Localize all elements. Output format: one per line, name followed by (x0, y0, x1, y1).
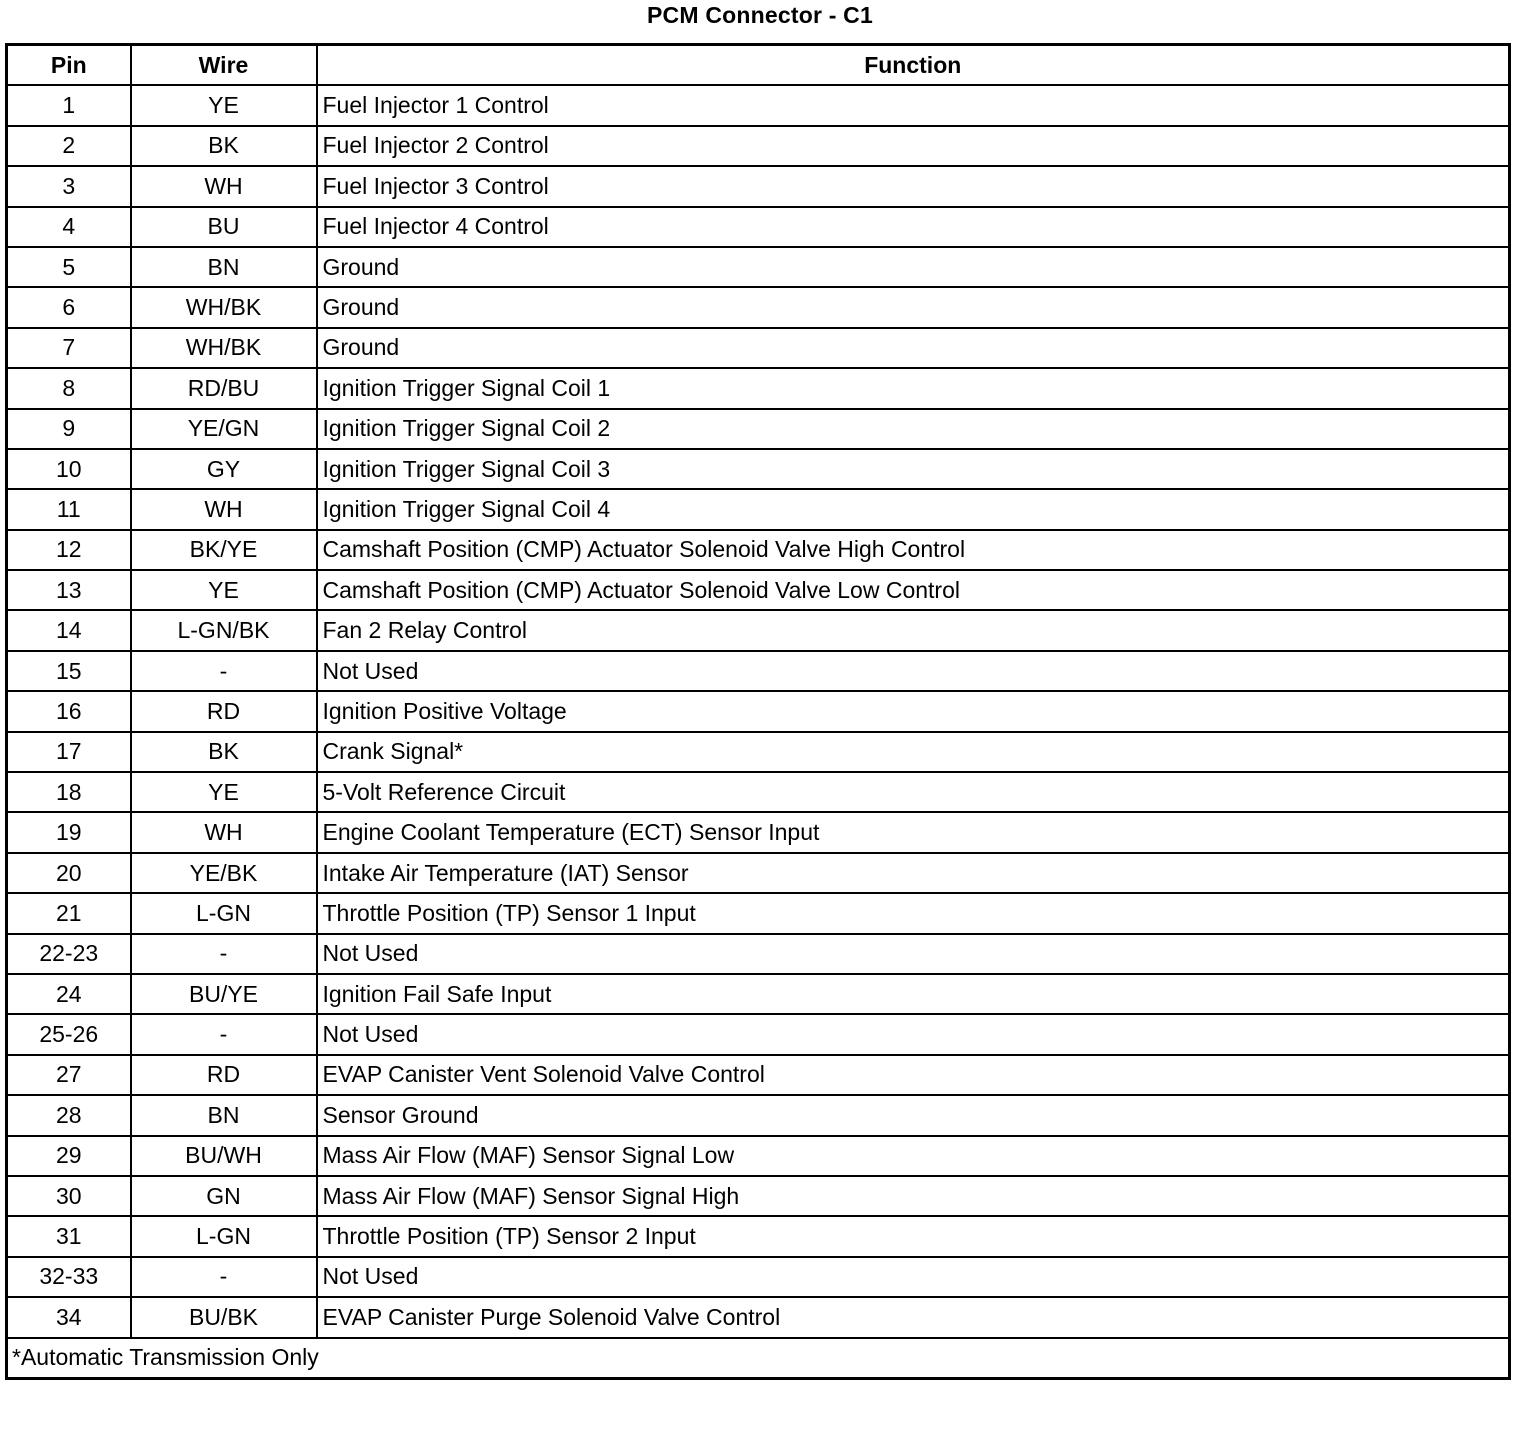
table-row (7, 328, 1510, 368)
function-cell: Ignition Trigger Signal Coil 1 (317, 368, 1510, 408)
function-cell: 5-Volt Reference Circuit (317, 772, 1510, 812)
function-cell: EVAP Canister Purge Solenoid Valve Control (317, 1297, 1510, 1337)
header-function: Function (317, 45, 1510, 86)
function-cell: Sensor Ground (317, 1095, 1510, 1135)
table-row (7, 207, 1510, 247)
table-row (7, 1055, 1510, 1095)
table-row (7, 449, 1510, 489)
table-row (7, 368, 1510, 408)
function-cell: Not Used (317, 651, 1510, 691)
wire-cell: BK (131, 732, 317, 772)
function-cell: Ignition Positive Voltage (317, 691, 1510, 731)
pin-cell: 6 (7, 287, 131, 327)
wire-cell: L-GN/BK (131, 610, 317, 650)
pin-cell: 31 (7, 1216, 131, 1256)
pin-cell: 4 (7, 207, 131, 247)
pin-cell: 34 (7, 1297, 131, 1337)
table-row (7, 651, 1510, 691)
pin-cell: 18 (7, 772, 131, 812)
function-cell: Ground (317, 247, 1510, 287)
wire-cell: BU (131, 207, 317, 247)
pin-cell: 29 (7, 1136, 131, 1176)
table-row (7, 530, 1510, 570)
pin-cell: 25-26 (7, 1014, 131, 1054)
pin-cell: 19 (7, 812, 131, 852)
wire-cell: RD (131, 1055, 317, 1095)
wire-cell: BK (131, 126, 317, 166)
table-row (7, 772, 1510, 812)
table-row (7, 853, 1510, 893)
function-cell: Crank Signal* (317, 732, 1510, 772)
wire-cell: BU/BK (131, 1297, 317, 1337)
table-row (7, 1095, 1510, 1135)
pin-cell: 27 (7, 1055, 131, 1095)
pin-cell: 22-23 (7, 934, 131, 974)
function-cell: Mass Air Flow (MAF) Sensor Signal Low (317, 1136, 1510, 1176)
table-row (7, 166, 1510, 206)
wire-cell: - (131, 651, 317, 691)
pin-cell: 9 (7, 409, 131, 449)
wire-cell: - (131, 934, 317, 974)
table-row (7, 974, 1510, 1014)
wire-cell: YE/GN (131, 409, 317, 449)
function-cell: Ignition Trigger Signal Coil 3 (317, 449, 1510, 489)
wire-cell: BU/WH (131, 1136, 317, 1176)
pin-cell: 10 (7, 449, 131, 489)
table-row (7, 1297, 1510, 1337)
function-cell: Ignition Trigger Signal Coil 2 (317, 409, 1510, 449)
wire-cell: GY (131, 449, 317, 489)
function-cell: EVAP Canister Vent Solenoid Valve Control (317, 1055, 1510, 1095)
table-row (7, 732, 1510, 772)
function-cell: Not Used (317, 1257, 1510, 1297)
header-pin: Pin (7, 45, 131, 86)
function-cell: Not Used (317, 934, 1510, 974)
pin-cell: 13 (7, 570, 131, 610)
wire-cell: YE/BK (131, 853, 317, 893)
wire-cell: L-GN (131, 893, 317, 933)
function-cell: Camshaft Position (CMP) Actuator Solenoid Valve High Control (317, 530, 1510, 570)
function-cell: Ignition Fail Safe Input (317, 974, 1510, 1014)
wire-cell: - (131, 1257, 317, 1297)
pin-cell: 5 (7, 247, 131, 287)
function-cell: Engine Coolant Temperature (ECT) Sensor Input (317, 812, 1510, 852)
pin-cell: 28 (7, 1095, 131, 1135)
wire-cell: L-GN (131, 1216, 317, 1256)
pin-cell: 12 (7, 530, 131, 570)
table-body (7, 85, 1510, 1337)
wire-cell: WH (131, 166, 317, 206)
pin-cell: 21 (7, 893, 131, 933)
pin-cell: 17 (7, 732, 131, 772)
table-row (7, 409, 1510, 449)
wire-cell: WH/BK (131, 287, 317, 327)
header-wire: Wire (131, 45, 317, 86)
function-cell: Fuel Injector 2 Control (317, 126, 1510, 166)
wire-cell: RD (131, 691, 317, 731)
table-row (7, 1257, 1510, 1297)
function-cell: Ground (317, 328, 1510, 368)
table-row (7, 247, 1510, 287)
pin-cell: 11 (7, 489, 131, 529)
wire-cell: BU/YE (131, 974, 317, 1014)
wire-cell: WH (131, 489, 317, 529)
wire-cell: WH/BK (131, 328, 317, 368)
wire-cell: YE (131, 570, 317, 610)
wire-cell: RD/BU (131, 368, 317, 408)
table-row (7, 1216, 1510, 1256)
function-cell: Fuel Injector 3 Control (317, 166, 1510, 206)
footnote-row (7, 1338, 1510, 1379)
table-row (7, 812, 1510, 852)
table-row (7, 691, 1510, 731)
pin-cell: 32-33 (7, 1257, 131, 1297)
pin-cell: 14 (7, 610, 131, 650)
pin-cell: 3 (7, 166, 131, 206)
function-cell: Throttle Position (TP) Sensor 1 Input (317, 893, 1510, 933)
wire-cell: YE (131, 772, 317, 812)
wire-cell: GN (131, 1176, 317, 1216)
function-cell: Fuel Injector 4 Control (317, 207, 1510, 247)
table-row (7, 934, 1510, 974)
page-title: PCM Connector - C1 (647, 2, 873, 28)
pin-cell: 7 (7, 328, 131, 368)
pin-cell: 24 (7, 974, 131, 1014)
pin-cell: 16 (7, 691, 131, 731)
table-row (7, 489, 1510, 529)
pin-cell: 2 (7, 126, 131, 166)
table-row (7, 85, 1510, 125)
pin-cell: 20 (7, 853, 131, 893)
function-cell: Ground (317, 287, 1510, 327)
function-cell: Not Used (317, 1014, 1510, 1054)
pin-cell: 8 (7, 368, 131, 408)
wire-cell: BN (131, 247, 317, 287)
function-cell: Ignition Trigger Signal Coil 4 (317, 489, 1510, 529)
table-row (7, 570, 1510, 610)
wire-cell: - (131, 1014, 317, 1054)
pin-table (5, 43, 1511, 1380)
wire-cell: BN (131, 1095, 317, 1135)
table-header-row (7, 45, 1510, 86)
footnote: *Automatic Transmission Only (7, 1338, 1510, 1379)
table-row (7, 1176, 1510, 1216)
wire-cell: YE (131, 85, 317, 125)
table-row (7, 610, 1510, 650)
function-cell: Mass Air Flow (MAF) Sensor Signal High (317, 1176, 1510, 1216)
table-row (7, 1136, 1510, 1176)
function-cell: Throttle Position (TP) Sensor 2 Input (317, 1216, 1510, 1256)
table-row (7, 893, 1510, 933)
function-cell: Intake Air Temperature (IAT) Sensor (317, 853, 1510, 893)
function-cell: Camshaft Position (CMP) Actuator Solenoid Valve Low Control (317, 570, 1510, 610)
table-row (7, 1014, 1510, 1054)
function-cell: Fan 2 Relay Control (317, 610, 1510, 650)
pin-cell: 30 (7, 1176, 131, 1216)
wire-cell: BK/YE (131, 530, 317, 570)
function-cell: Fuel Injector 1 Control (317, 85, 1510, 125)
wire-cell: WH (131, 812, 317, 852)
pin-cell: 1 (7, 85, 131, 125)
table-row (7, 126, 1510, 166)
table-row (7, 287, 1510, 327)
pin-cell: 15 (7, 651, 131, 691)
